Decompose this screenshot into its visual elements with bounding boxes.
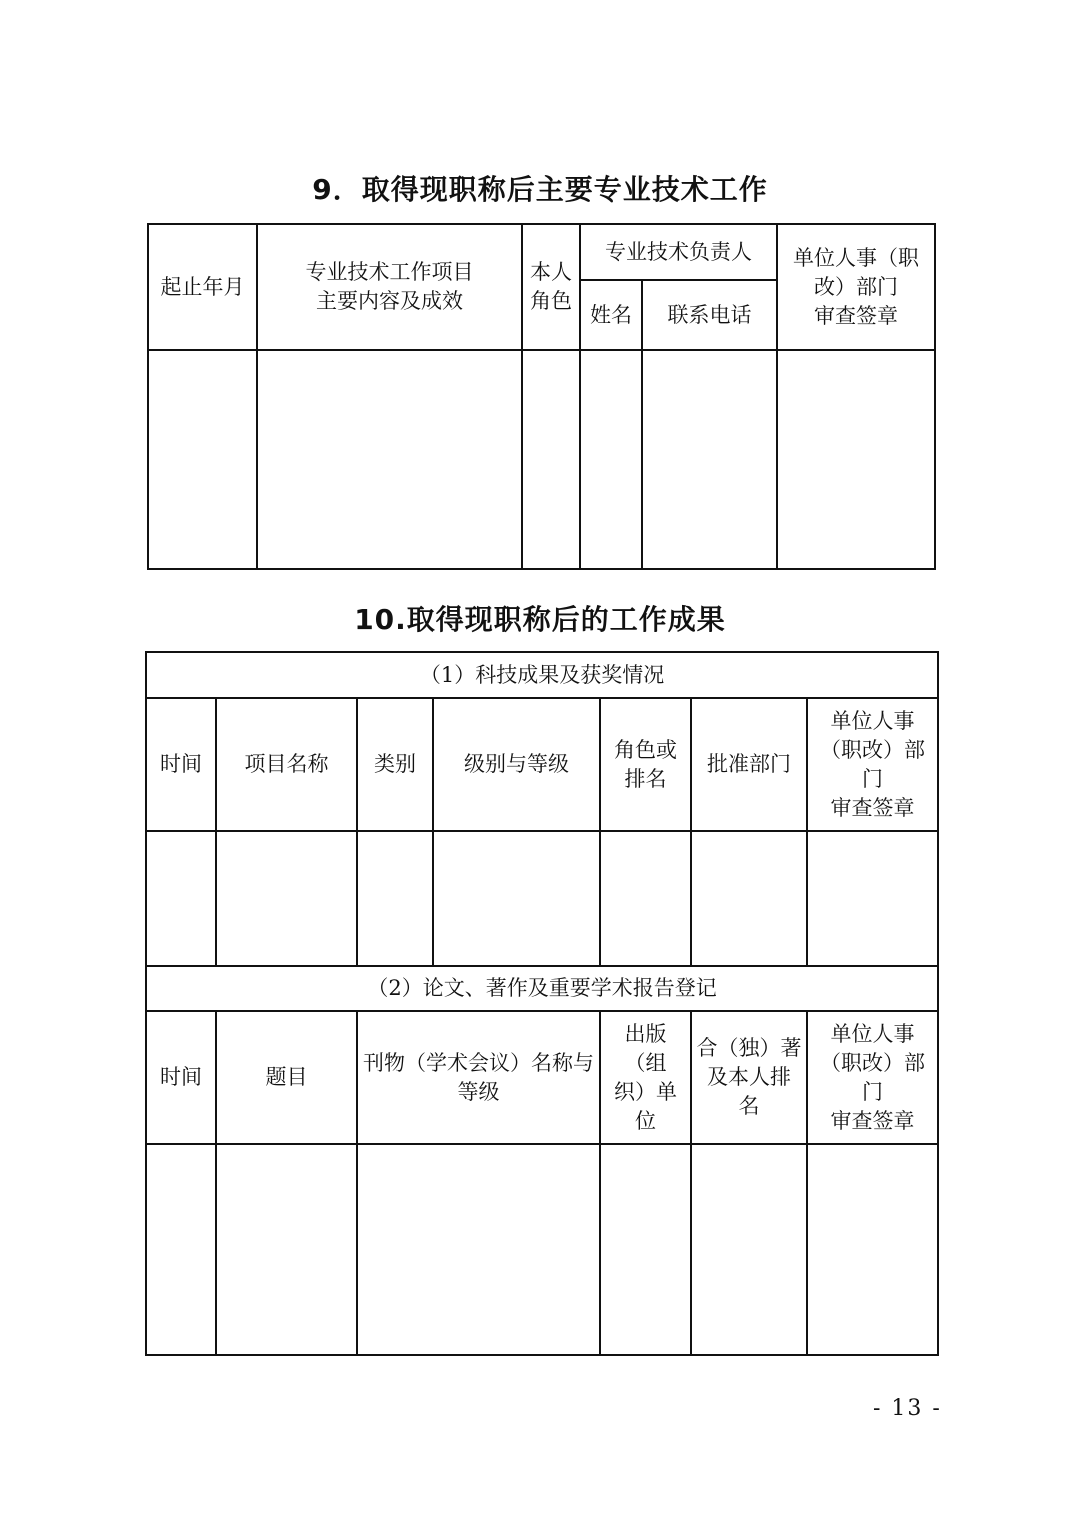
header-role: 本人 角色 (522, 224, 580, 350)
header-approval-seal: 单位人事 （职改）部 门 审查签章 (807, 1011, 938, 1144)
award-category-cell[interactable] (357, 831, 433, 966)
header-publisher: 出版（组 织）单位 (600, 1011, 691, 1144)
header-journal-name-level: 刊物（学术会议）名称与 等级 (357, 1011, 600, 1144)
header-approving-department: 批准部门 (691, 698, 807, 831)
paper-publisher-cell[interactable] (600, 1144, 691, 1355)
page-number: - 13 - (873, 1396, 942, 1421)
header-level-grade: 级别与等级 (433, 698, 600, 831)
header-project-content: 专业技术工作项目 主要内容及成效 (257, 224, 522, 350)
header-period: 起止年月 (148, 224, 257, 350)
header-category: 类别 (357, 698, 433, 831)
paper-coauthor-cell[interactable] (691, 1144, 807, 1355)
header-subject: 题目 (216, 1011, 357, 1144)
section-10-title: 10.取得现职称后的工作成果 (354, 603, 726, 636)
award-approval-cell[interactable] (807, 831, 938, 966)
paper-time-cell[interactable] (146, 1144, 216, 1355)
leader-phone-cell[interactable] (642, 350, 777, 569)
technical-work-table (147, 223, 936, 570)
project-content-cell[interactable] (257, 350, 522, 569)
header-project-name: 项目名称 (216, 698, 357, 831)
header-approval-seal: 单位人事 （职改）部 门 审查签章 (807, 698, 938, 831)
role-cell[interactable] (522, 350, 580, 569)
award-level-cell[interactable] (433, 831, 600, 966)
awards-section-title: （1）科技成果及获奖情况 (146, 652, 938, 698)
leader-name-cell[interactable] (580, 350, 642, 569)
header-role-rank: 角色或 排名 (600, 698, 691, 831)
header-approval-seal: 单位人事（职 改）部门 审查签章 (777, 224, 935, 350)
award-role-rank-cell[interactable] (600, 831, 691, 966)
header-leader-name: 姓名 (580, 280, 642, 350)
paper-subject-cell[interactable] (216, 1144, 357, 1355)
header-technical-leader: 专业技术负责人 (580, 224, 777, 280)
papers-section-title: （2）论文、著作及重要学术报告登记 (146, 966, 938, 1011)
header-leader-phone: 联系电话 (642, 280, 777, 350)
header-coauthor-rank: 合（独）著 及本人排 名 (691, 1011, 807, 1144)
approval-seal-cell[interactable] (777, 350, 935, 569)
paper-journal-cell[interactable] (357, 1144, 600, 1355)
section-9-title: 9．取得现职称后主要专业技术工作 (312, 173, 768, 206)
period-cell[interactable] (148, 350, 257, 569)
award-department-cell[interactable] (691, 831, 807, 966)
header-time: 时间 (146, 698, 216, 831)
paper-approval-cell[interactable] (807, 1144, 938, 1355)
award-project-name-cell[interactable] (216, 831, 357, 966)
award-time-cell[interactable] (146, 831, 216, 966)
work-achievements-table (145, 651, 939, 1356)
header-time: 时间 (146, 1011, 216, 1144)
